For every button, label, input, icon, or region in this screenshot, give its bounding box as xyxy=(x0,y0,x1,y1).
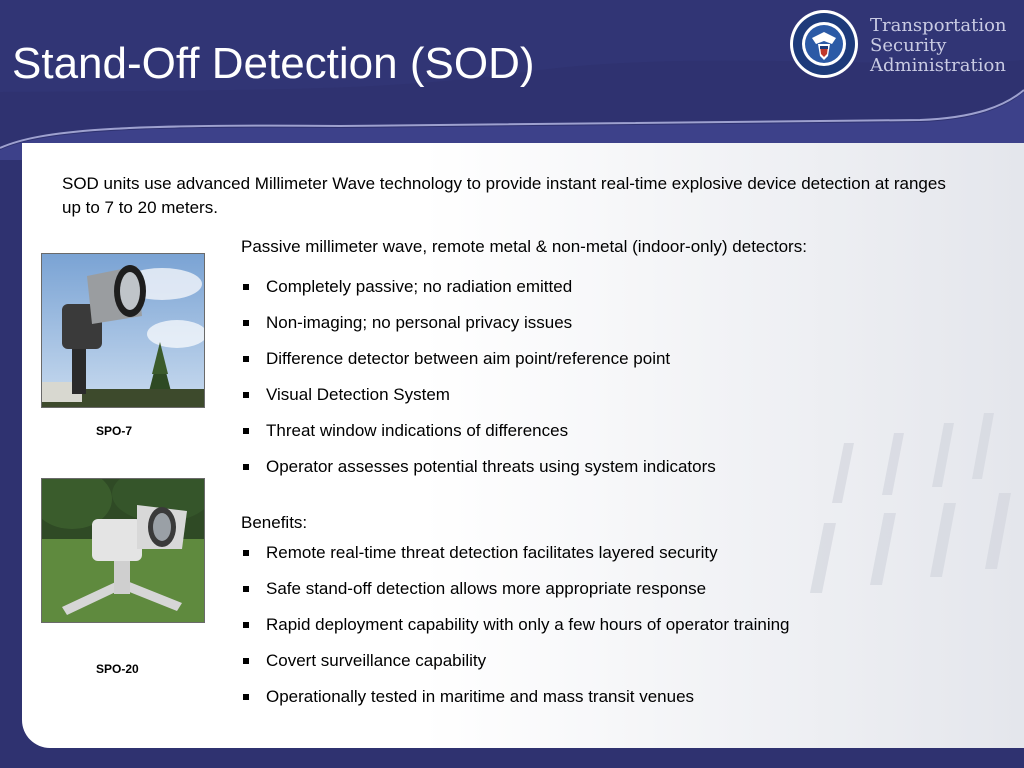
list-item xyxy=(241,349,716,385)
list-item-text: Operationally tested in maritime and mass transit venues xyxy=(266,687,695,706)
list-item-text: Covert surveillance capability xyxy=(266,651,487,670)
list-item-text: Non-imaging; no personal privacy issues xyxy=(266,313,573,332)
agency-name-line3: Administration xyxy=(870,55,1006,76)
slide-title: Stand-Off Detection (SOD) xyxy=(12,39,535,88)
list-item xyxy=(241,687,790,723)
bullet-icon xyxy=(243,356,249,362)
list-item xyxy=(241,579,790,615)
list-item xyxy=(241,457,716,493)
list-item-text: Completely passive; no radiation emitted xyxy=(266,277,573,296)
benefits-list xyxy=(241,543,790,723)
dhs-seal-icon xyxy=(788,8,860,80)
bullet-icon xyxy=(243,586,249,592)
bullet-icon xyxy=(243,284,249,290)
list-item xyxy=(241,615,790,651)
list-item-text: Operator assesses potential threats using system indicators xyxy=(266,457,716,476)
intro-paragraph: SOD units use advanced Millimeter Wave technology to provide instant real-time explosive device detection at ranges up to 7 to 20 meters. xyxy=(62,174,946,217)
content-panel xyxy=(22,143,1024,748)
list-item xyxy=(241,385,716,421)
benefits-heading: Benefits: xyxy=(241,513,308,532)
spo7-caption: SPO-7 xyxy=(96,424,133,438)
spo7-photo xyxy=(41,253,205,408)
features-heading: Passive millimeter wave, remote metal & non-metal (indoor-only) detectors: xyxy=(241,237,807,256)
agency-name xyxy=(870,16,1007,76)
list-item-text: Threat window indications of differences xyxy=(266,421,569,440)
bullet-icon xyxy=(243,550,249,556)
list-item xyxy=(241,421,716,457)
list-item-text: Remote real-time threat detection facilitates layered security xyxy=(266,543,718,562)
list-item xyxy=(241,543,790,579)
bullet-icon xyxy=(243,392,249,398)
agency-name-line1: Transportation xyxy=(870,15,1007,36)
features-list xyxy=(241,277,716,493)
agency-name-line2: Security xyxy=(870,35,947,56)
list-item-text: Difference detector between aim point/reference point xyxy=(266,349,671,368)
list-item xyxy=(241,313,716,349)
bullet-icon xyxy=(243,428,249,434)
bullet-icon xyxy=(243,464,249,470)
bullet-icon xyxy=(243,694,249,700)
tsa-logo xyxy=(788,8,1020,84)
bullet-icon xyxy=(243,622,249,628)
bullet-icon xyxy=(243,320,249,326)
list-item-text: Visual Detection System xyxy=(266,385,450,404)
list-item-text: Rapid deployment capability with only a few hours of operator training xyxy=(266,615,790,634)
bullet-icon xyxy=(243,658,249,664)
spo20-caption: SPO-20 xyxy=(96,662,139,676)
list-item-text: Safe stand-off detection allows more appropriate response xyxy=(266,579,707,598)
list-item xyxy=(241,277,716,313)
list-item xyxy=(241,651,790,687)
spo20-photo xyxy=(41,478,205,623)
